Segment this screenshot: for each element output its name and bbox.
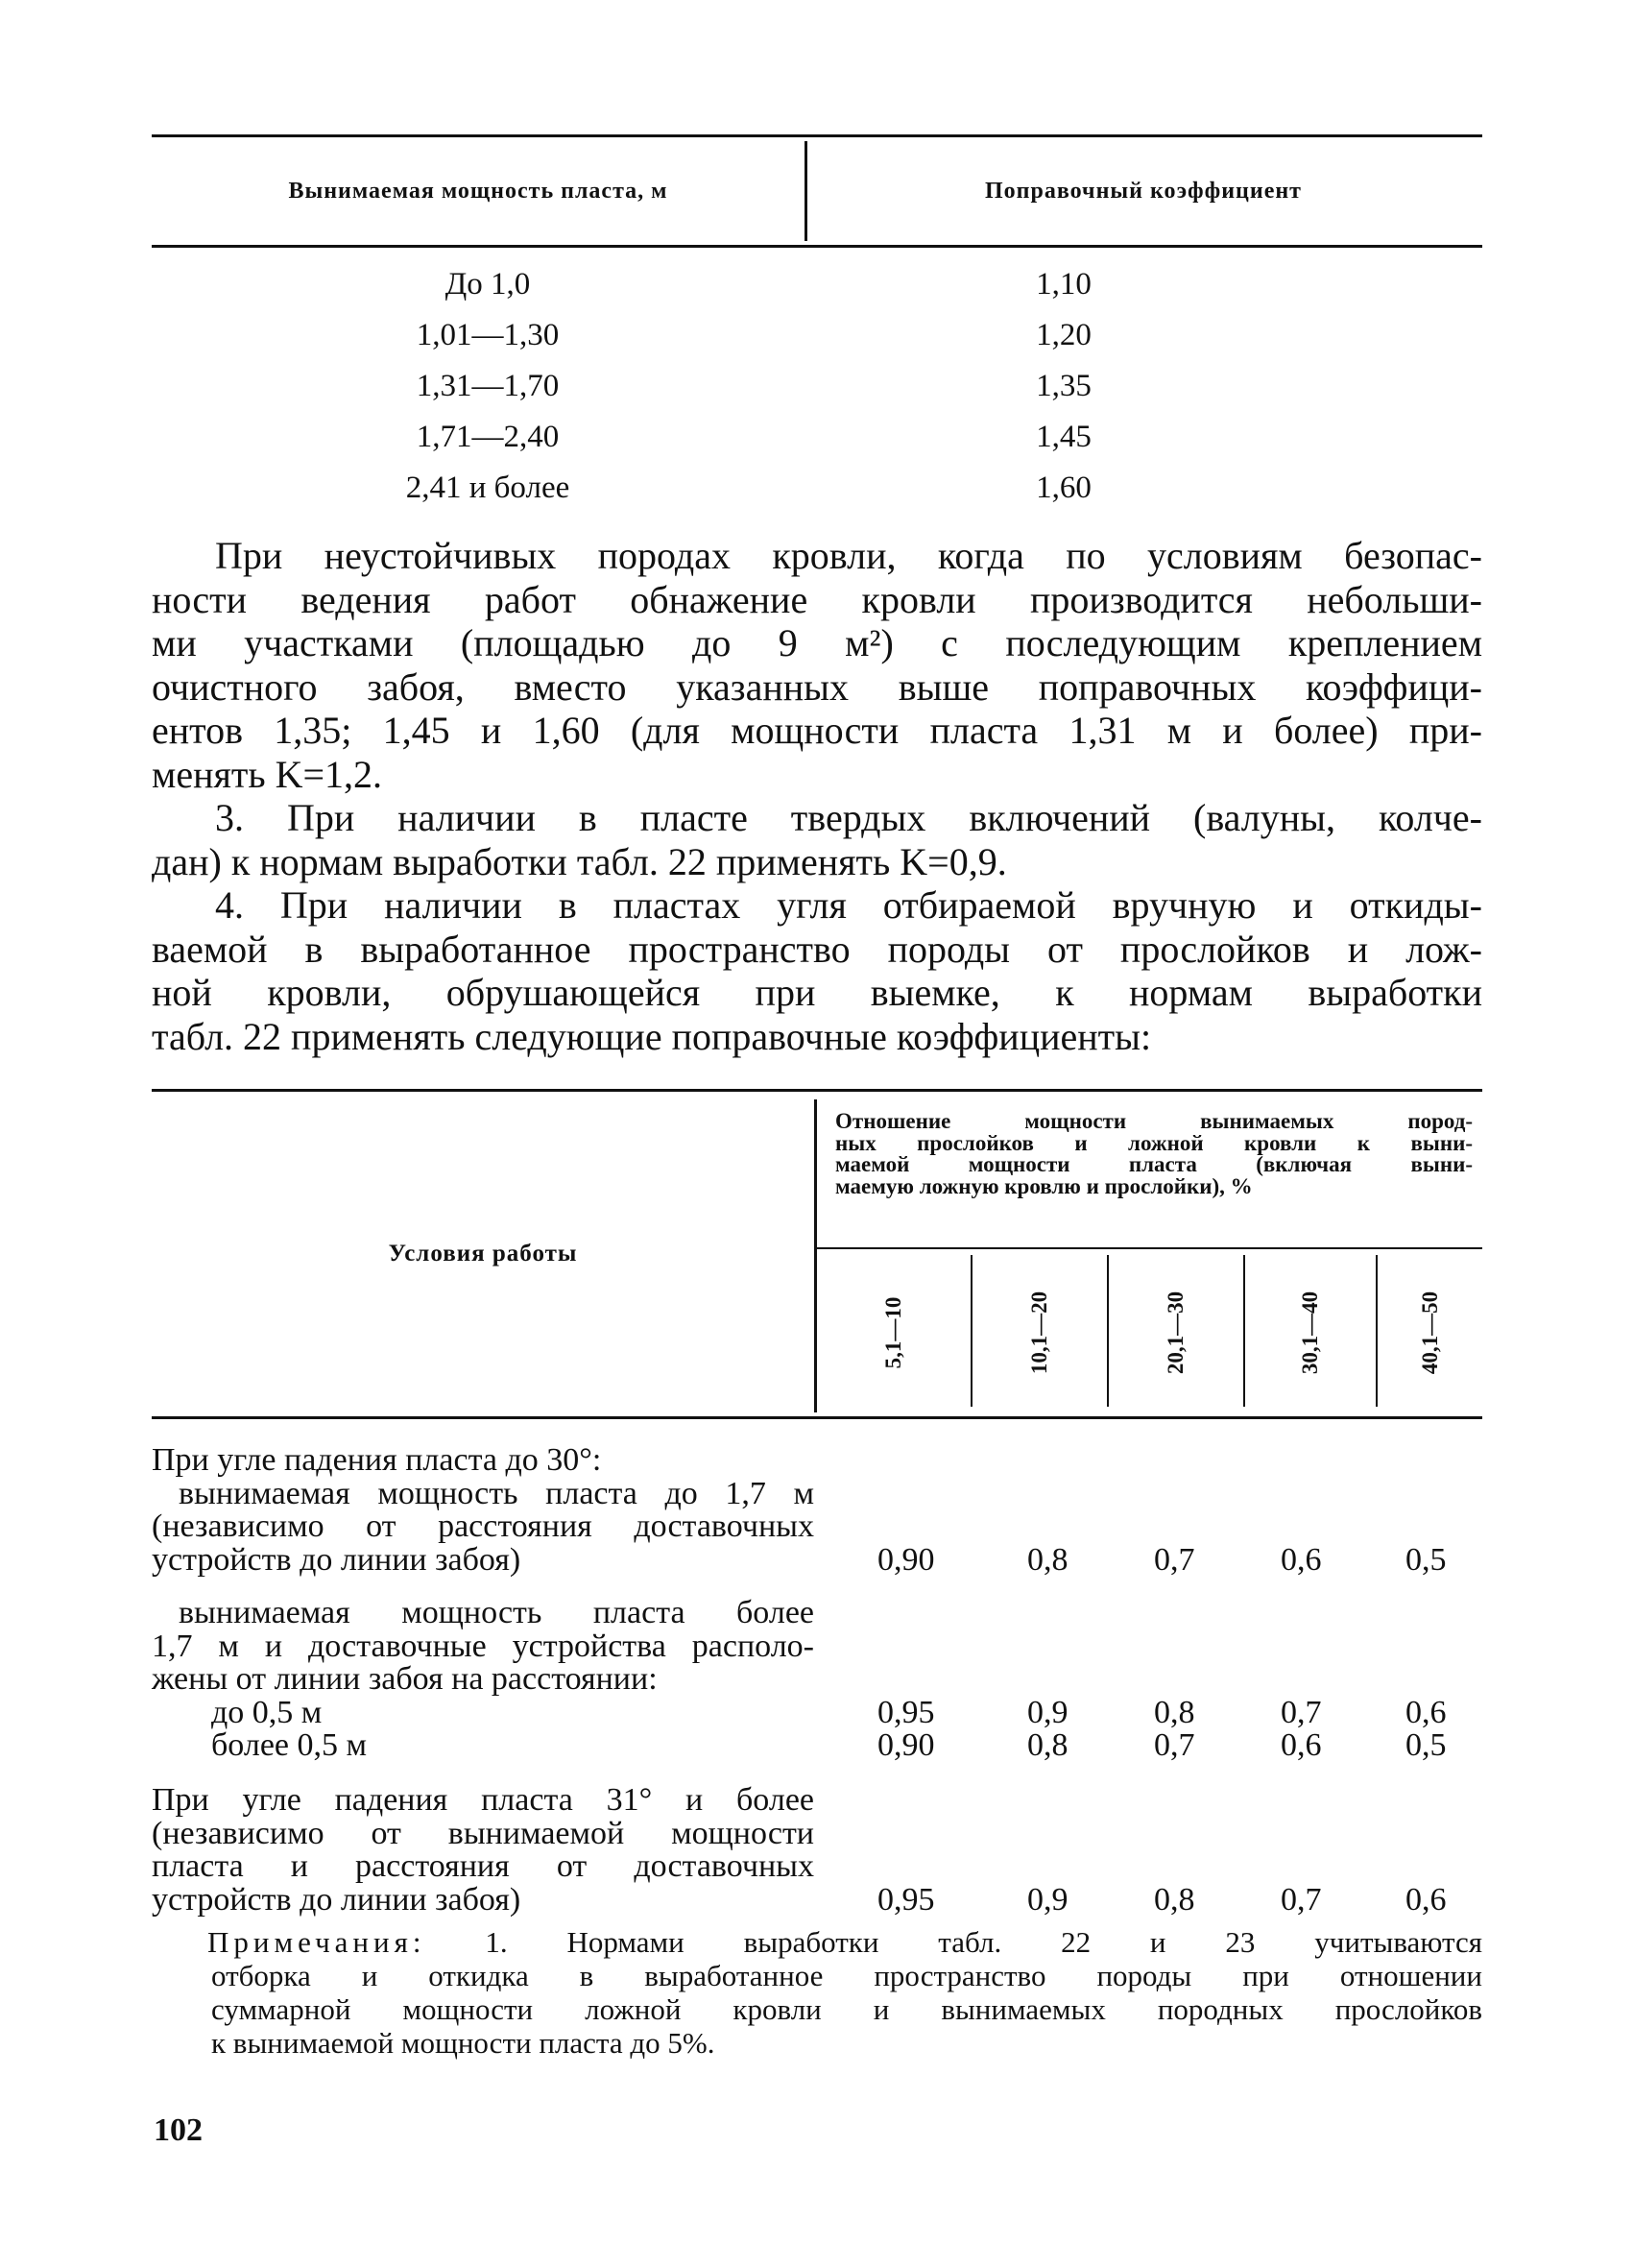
cell-thickness: 1,71—2,40 bbox=[416, 420, 560, 454]
text-line: суммарной мощности ложной кровли и вынимаемых породных прослойков bbox=[211, 1992, 1482, 2026]
table-row bbox=[152, 310, 1482, 361]
group-header-rule bbox=[817, 1247, 1482, 1249]
text-line: 1,7 м и доставочные устройства располо- bbox=[152, 1628, 814, 1664]
text-line: устройств до линии забоя) bbox=[152, 1881, 521, 1918]
text-line: пласта и расстояния от доставочных bbox=[152, 1848, 814, 1884]
text-line: 4. При наличии в пластах угля отбираемой вручную и откиды- bbox=[215, 883, 1482, 927]
text-line: жены от линии забоя на расстоянии: bbox=[152, 1661, 658, 1697]
table-row bbox=[152, 412, 1482, 463]
table-body bbox=[152, 248, 1482, 514]
cell-thickness: 1,31—1,70 bbox=[416, 369, 560, 403]
cell-coefficient: 1,35 bbox=[1036, 369, 1092, 403]
header-col-3 bbox=[1109, 1251, 1243, 1414]
text-line: (независимо от расстояния доставочных bbox=[152, 1508, 814, 1544]
value-cell: 0,9 bbox=[1027, 1882, 1069, 1918]
table-row bbox=[152, 463, 1482, 514]
column-label: 5,1—10 bbox=[881, 1296, 905, 1369]
text-line: Отношение мощности вынимаемых пород- bbox=[835, 1109, 1473, 1133]
text-line: к вынимаемой мощности пласта до 5%. bbox=[211, 2026, 715, 2060]
coefficient-table-2-header bbox=[152, 1089, 1482, 1419]
column-label: 20,1—30 bbox=[1164, 1291, 1188, 1375]
paragraph-unstable-roof bbox=[152, 534, 1482, 796]
cell-thickness: 1,01—1,30 bbox=[416, 318, 560, 352]
value-cell: 0,8 bbox=[1027, 1542, 1069, 1578]
value-cell: 0,8 bbox=[1154, 1882, 1195, 1918]
text-line: табл. 22 применять следующие поправочные коэффициенты: bbox=[152, 1014, 1152, 1058]
value-cell: 0,9 bbox=[1027, 1695, 1069, 1730]
value-cell: 0,6 bbox=[1405, 1882, 1447, 1918]
text-line: вынимаемая мощность пласта до 1,7 м bbox=[179, 1475, 814, 1511]
text-line: дан) к нормам выработки табл. 22 применять K=0,9. bbox=[152, 839, 1007, 883]
text-line: устройств до линии забоя) bbox=[152, 1541, 521, 1578]
text-line: очистного забоя, вместо указанных выше поправочных коэффици- bbox=[152, 664, 1482, 709]
text-line: (независимо от вынимаемой мощности bbox=[152, 1815, 814, 1851]
table-row bbox=[152, 361, 1482, 412]
text-line: При угле падения пласта 31° и более bbox=[152, 1782, 814, 1818]
text-line: ности ведения работ обнажение кровли производится небольши- bbox=[152, 577, 1482, 621]
header-ratio-group bbox=[835, 1111, 1473, 1197]
header-col-4 bbox=[1245, 1251, 1376, 1414]
cell-coefficient: 1,20 bbox=[1036, 318, 1092, 352]
value-cell: 0,5 bbox=[1405, 1542, 1447, 1578]
column-label: 40,1—50 bbox=[1417, 1291, 1442, 1375]
header-coefficient: Поправочный коэффициент bbox=[985, 178, 1302, 204]
cell-coefficient: 1,45 bbox=[1036, 420, 1092, 454]
row-condition bbox=[152, 1444, 814, 1577]
value-cell: 0,8 bbox=[1154, 1695, 1195, 1730]
value-cell: 0,6 bbox=[1281, 1727, 1322, 1763]
text-line: вынимаемая мощность пласта более bbox=[179, 1595, 814, 1630]
distance-label: более 0,5 м bbox=[211, 1727, 368, 1763]
value-cell: 0,7 bbox=[1154, 1727, 1195, 1763]
coefficient-table-1 bbox=[152, 134, 1482, 514]
text-line: ной кровли, обрушающейся при выемке, к нормам выработки bbox=[152, 971, 1482, 1014]
text-line: 3. При наличии в пласте твердых включений (валуны, колче- bbox=[215, 796, 1482, 839]
notes-label: Примечания: bbox=[207, 1925, 426, 1959]
row-condition bbox=[152, 1597, 814, 1697]
table-row bbox=[152, 259, 1482, 310]
text-line: ентов 1,35; 1,45 и 1,60 (для мощности пласта 1,31 м и более) при- bbox=[152, 709, 1482, 752]
notes-text: 1. Нормами выработки табл. 22 и 23 учитываются bbox=[485, 1925, 1483, 1959]
table-header bbox=[152, 137, 1482, 248]
cell-thickness: 2,41 и более bbox=[405, 470, 570, 505]
notes bbox=[152, 1925, 1482, 2060]
value-cell: 0,8 bbox=[1027, 1727, 1069, 1763]
column-divider bbox=[804, 141, 807, 241]
text-line: маемой мощности пласта (включая выни- bbox=[835, 1152, 1473, 1176]
text-line bbox=[152, 1925, 1482, 1959]
value-cell: 0,90 bbox=[877, 1727, 935, 1763]
header-thickness: Вынимаемая мощность пласта, м bbox=[288, 178, 668, 204]
text-line: При угле падения пласта до 30°: bbox=[152, 1442, 602, 1478]
header-col-2 bbox=[973, 1251, 1107, 1414]
text-line: ваемой в выработанное пространство породы от прослойков и лож- bbox=[152, 927, 1482, 971]
text-line: ми участками (площадью до 9 м²) с последующим креплением bbox=[152, 621, 1482, 664]
distance-label: до 0,5 м bbox=[211, 1695, 323, 1730]
value-cell: 0,7 bbox=[1281, 1882, 1322, 1918]
header-col-1 bbox=[817, 1251, 971, 1414]
text-line: менять K=1,2. bbox=[152, 752, 383, 796]
value-cell: 0,5 bbox=[1405, 1727, 1447, 1763]
value-cell: 0,6 bbox=[1281, 1542, 1322, 1578]
value-cell: 0,90 bbox=[877, 1542, 935, 1578]
header-col-5 bbox=[1378, 1251, 1482, 1414]
text-line: При неустойчивых породах кровли, когда по условиям безопас- bbox=[215, 534, 1482, 577]
value-cell: 0,7 bbox=[1281, 1695, 1322, 1730]
text-line: маемую ложную кровлю и прослойки), % bbox=[835, 1173, 1253, 1198]
value-cell: 0,7 bbox=[1154, 1542, 1195, 1578]
paragraph-4 bbox=[152, 883, 1482, 1058]
column-label: 10,1—20 bbox=[1027, 1291, 1051, 1375]
column-label: 30,1—40 bbox=[1298, 1291, 1322, 1375]
row-condition bbox=[152, 1784, 814, 1917]
text-line: отборка и откидка в выработанное пространство породы при отношении bbox=[211, 1959, 1482, 1992]
text-line: ных прослойков и ложной кровли к выни- bbox=[835, 1130, 1473, 1155]
cell-coefficient: 1,60 bbox=[1036, 470, 1092, 505]
page-number: 102 bbox=[154, 2112, 203, 2148]
header-work-conditions: Условия работы bbox=[388, 1241, 578, 1267]
cell-thickness: До 1,0 bbox=[444, 267, 531, 302]
value-cell: 0,95 bbox=[877, 1882, 935, 1918]
value-cell: 0,6 bbox=[1405, 1695, 1447, 1730]
cell-coefficient: 1,10 bbox=[1036, 267, 1092, 302]
paragraph-3 bbox=[152, 796, 1482, 883]
value-cell: 0,95 bbox=[877, 1695, 935, 1730]
